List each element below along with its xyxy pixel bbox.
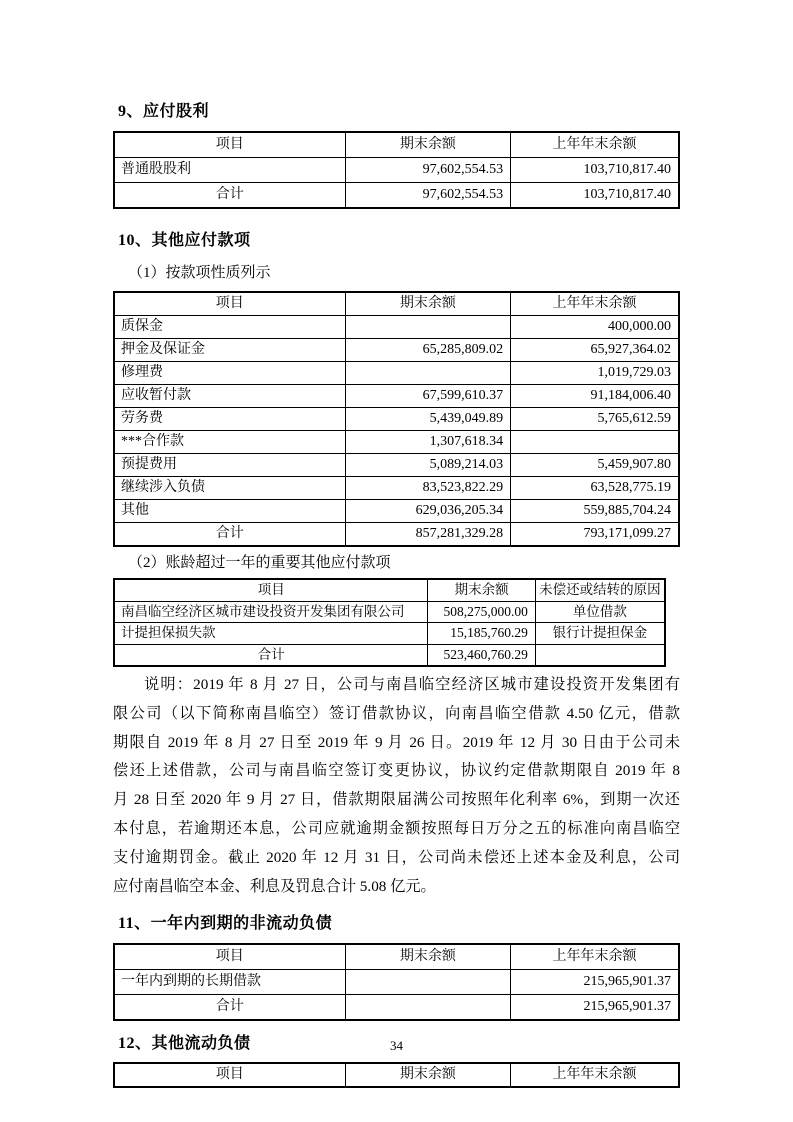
table-row	[114, 523, 679, 547]
note-line: 说明：2019 年 8 月 27 日，公司与南昌临空经济区城市建设投资开发集团有	[144, 676, 680, 693]
column-header: 期末余额	[345, 292, 511, 316]
table-cell: 5,089,214.03	[345, 454, 511, 477]
table-cell: 97,602,554.53	[345, 158, 511, 183]
table-cell: 5,439,049.89	[345, 408, 511, 431]
column-header: 上年年末余额	[511, 132, 679, 158]
table-cell: 5,459,907.80	[511, 454, 679, 477]
table-row	[114, 339, 679, 362]
note-line: 偿还上述借款，公司与南昌临空签订变更协议，协议约定借款期限自 2019 年 8	[113, 762, 680, 780]
column-header: 项目	[114, 292, 345, 316]
table-cell: 继续涉入负债	[114, 477, 345, 500]
column-header: 期末余额	[428, 579, 535, 601]
table-cell: 押金及保证金	[114, 339, 345, 362]
page-number: 34	[390, 1038, 403, 1053]
table-cell: 一年内到期的长期借款	[114, 970, 345, 995]
column-header: 项目	[114, 1063, 345, 1087]
table-cell: 劳务费	[114, 408, 345, 431]
section-10-heading: 10、其他应付款项	[118, 232, 251, 249]
table-cell: 67,599,610.37	[345, 385, 511, 408]
table-cell: 97,602,554.53	[345, 183, 511, 209]
table-cell: 508,275,000.00	[428, 601, 535, 623]
table-cell: 65,285,809.02	[345, 339, 511, 362]
table-cell: 793,171,099.27	[511, 523, 679, 547]
column-header: 上年年末余额	[511, 944, 679, 970]
table-cell: 103,710,817.40	[511, 183, 679, 209]
table-cell: 预提费用	[114, 454, 345, 477]
table-cell: 银行计提担保金	[535, 623, 664, 645]
table-cell: 应收暂付款	[114, 385, 345, 408]
section-11-heading: 11、一年内到期的非流动负债	[118, 915, 333, 933]
table-header-row	[114, 292, 679, 316]
table-row	[114, 995, 679, 1021]
column-header: 上年年末余额	[511, 1063, 679, 1087]
table-cell	[511, 431, 679, 454]
column-header: 未偿还或结转的原因	[535, 579, 664, 601]
table-row	[114, 500, 679, 523]
table-row	[114, 477, 679, 500]
loan-explanation-note	[113, 671, 680, 901]
table-cell: 合计	[114, 644, 428, 666]
note-line: 限公司（以下简称南昌临空）签订借款协议，向南昌临空借款 4.50 亿元，借款	[113, 704, 680, 722]
table-row	[114, 431, 679, 454]
table-cell: 83,523,822.29	[345, 477, 511, 500]
table-header-row	[114, 579, 665, 601]
table-row	[114, 454, 679, 477]
aged-other-payables-table	[113, 578, 666, 667]
note-line: 应付南昌临空本金、利息及罚息合计 5.08 亿元。	[113, 877, 436, 895]
table-cell: 合计	[114, 183, 345, 209]
column-header: 期末余额	[345, 944, 511, 970]
note-line: 本付息，若逾期还本息，公司应就逾期金额按照每日万分之五的标准向南昌临空	[113, 819, 680, 837]
table-row	[114, 601, 665, 623]
note-line: 月 28 日至 2020 年 9 月 27 日，借款期限届满公司按照年化利率 6%，到期一次还	[113, 791, 680, 809]
other-current-liabilities-table	[113, 1062, 680, 1088]
note-line: 支付逾期罚金。截止 2020 年 12 月 31 日，公司尚未偿还上述本金及利息，公司	[113, 848, 680, 866]
table-cell: 计提担保损失款	[114, 623, 428, 645]
column-header: 项目	[114, 132, 345, 158]
column-header: 项目	[114, 944, 345, 970]
table-cell: 15,185,760.29	[428, 623, 535, 645]
table-cell: 普通股股利	[114, 158, 345, 183]
column-header: 期末余额	[345, 1063, 511, 1087]
table-row	[114, 970, 679, 995]
table-cell: 215,965,901.37	[511, 995, 679, 1021]
table-cell: 63,528,775.19	[511, 477, 679, 500]
noncurrent-liabilities-due-table	[113, 943, 680, 1021]
table-cell: 629,036,205.34	[345, 500, 511, 523]
table-cell: 合计	[114, 995, 345, 1021]
other-payables-by-nature-table	[113, 291, 680, 547]
table-cell: 修理费	[114, 362, 345, 385]
table-row	[114, 362, 679, 385]
table-cell: 南昌临空经济区城市建设投资开发集团有限公司	[114, 601, 428, 623]
table-cell	[345, 316, 511, 339]
table-row	[114, 385, 679, 408]
column-header: 上年年末余额	[511, 292, 679, 316]
section-10-sub2-heading: （2）账龄超过一年的重要其他应付款项	[128, 555, 391, 571]
table-row	[114, 316, 679, 339]
table-cell: 5,765,612.59	[511, 408, 679, 431]
table-cell: 215,965,901.37	[511, 970, 679, 995]
table-cell: 65,927,364.02	[511, 339, 679, 362]
table-cell	[345, 970, 511, 995]
table-cell: 559,885,704.24	[511, 500, 679, 523]
section-12-heading: 12、其他流动负债	[118, 1035, 251, 1053]
table-cell: 857,281,329.28	[345, 523, 511, 547]
section-9-heading: 9、应付股利	[118, 103, 210, 120]
table-row	[114, 408, 679, 431]
table-row	[114, 644, 665, 666]
table-cell: 1,019,729.03	[511, 362, 679, 385]
dividends-payable-table	[113, 131, 680, 209]
column-header: 期末余额	[345, 132, 511, 158]
table-cell: 其他	[114, 500, 345, 523]
table-row	[114, 158, 679, 183]
table-cell: 91,184,006.40	[511, 385, 679, 408]
table-cell	[535, 644, 664, 666]
table-cell	[345, 995, 511, 1021]
table-row	[114, 183, 679, 209]
table-row	[114, 623, 665, 645]
table-cell: 400,000.00	[511, 316, 679, 339]
column-header: 项目	[114, 579, 428, 601]
table-cell: 523,460,760.29	[428, 644, 535, 666]
section-10-sub1-heading: （1）按款项性质列示	[128, 265, 271, 281]
table-header-row	[114, 132, 679, 158]
table-cell: 103,710,817.40	[511, 158, 679, 183]
table-cell: 合计	[114, 523, 345, 547]
table-cell: ***合作款	[114, 431, 345, 454]
note-line: 期限自 2019 年 8 月 27 日至 2019 年 9 月 26 日。2019 年 12 月 30 日由于公司未	[113, 733, 680, 751]
table-cell	[345, 362, 511, 385]
table-cell: 质保金	[114, 316, 345, 339]
table-header-row	[114, 1063, 679, 1087]
table-cell: 1,307,618.34	[345, 431, 511, 454]
table-header-row	[114, 944, 679, 970]
table-cell: 单位借款	[535, 601, 664, 623]
